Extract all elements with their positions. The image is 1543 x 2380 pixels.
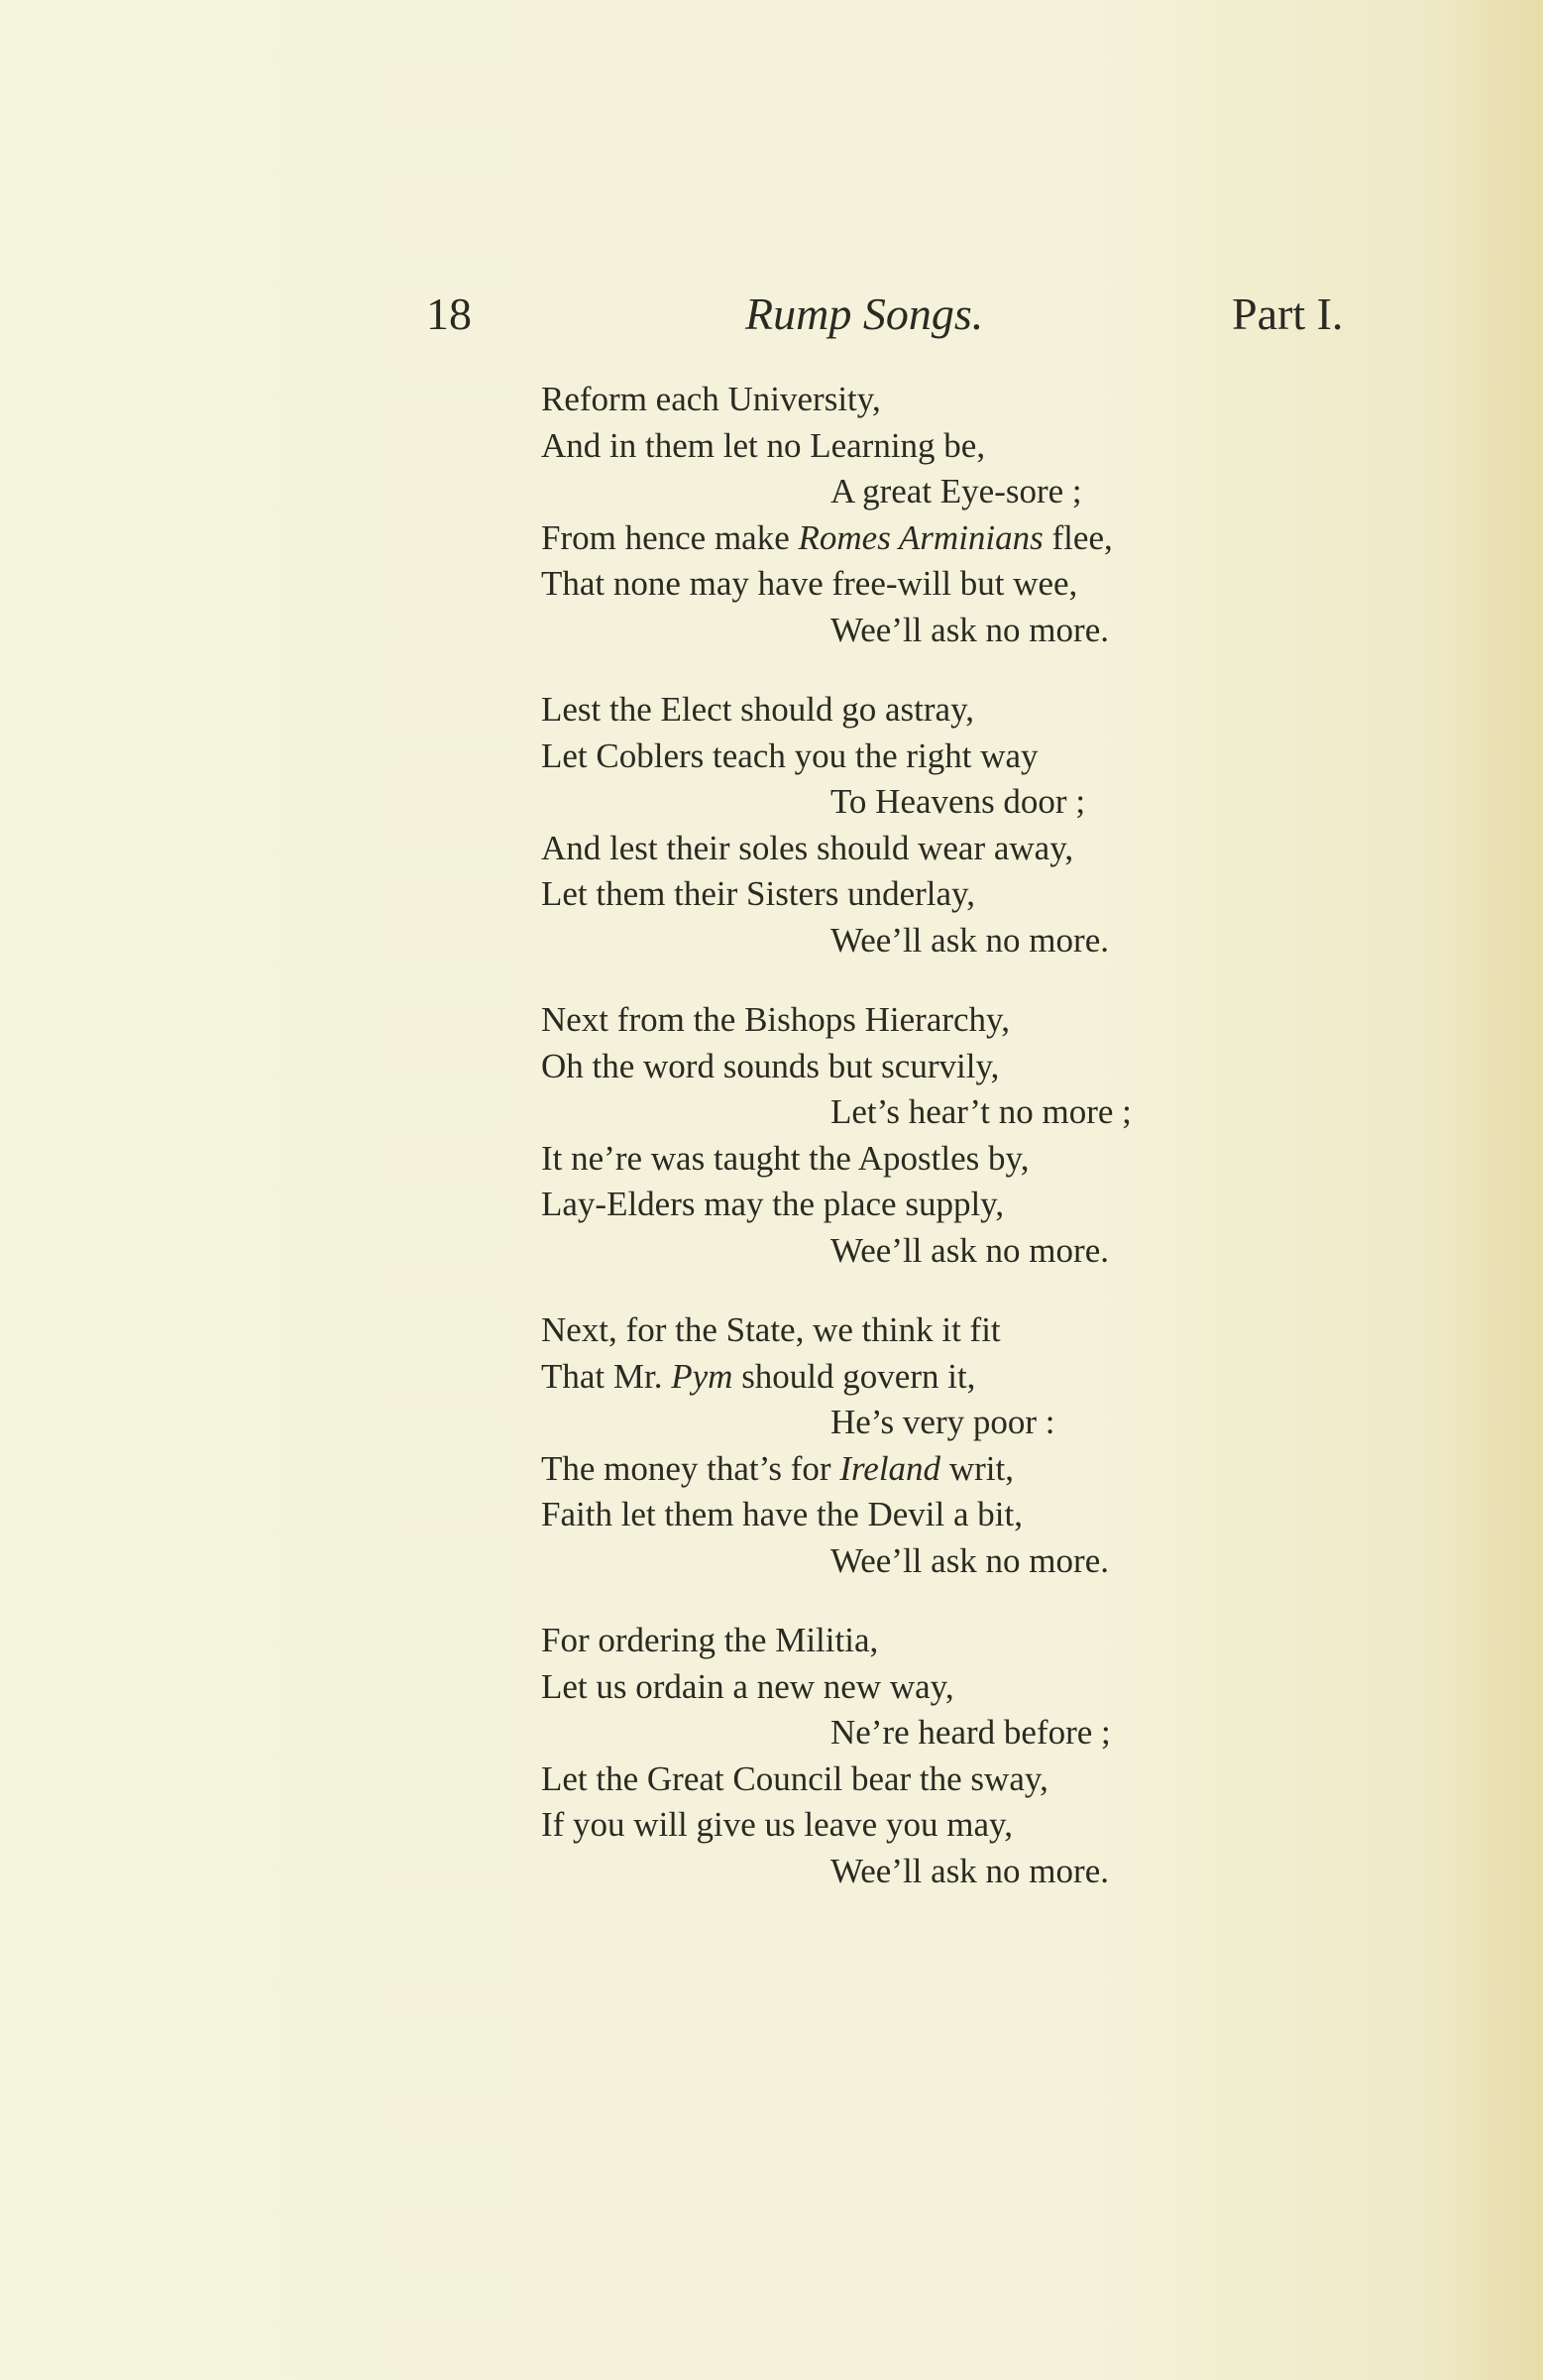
- verse-line: [541, 1354, 1294, 1401]
- verse-line: Let Coblers teach you the right way: [541, 736, 1039, 775]
- italic-name: Pym: [671, 1356, 733, 1396]
- verse-line: [541, 515, 1294, 562]
- stanza: [541, 687, 1294, 963]
- refrain-line: Wee’ll ask no more.: [830, 1230, 1109, 1270]
- line-text: The money that’s for: [541, 1448, 840, 1488]
- verse-line: Next, for the State, we think it fit: [541, 1310, 1001, 1349]
- italic-name: Ireland: [839, 1448, 941, 1488]
- page-number: 18: [426, 288, 472, 339]
- italic-name: Romes Arminians: [798, 517, 1044, 557]
- line-text: should govern it,: [732, 1356, 976, 1396]
- verse-line: Lest the Elect should go astray,: [541, 690, 975, 729]
- refrain-line: To Heavens door ;: [830, 782, 1086, 821]
- line-text: From hence make: [541, 517, 799, 557]
- stanza: [541, 377, 1294, 653]
- verse-line: If you will give us leave you may,: [541, 1805, 1013, 1844]
- verse-line: That none may have free-will but wee,: [541, 564, 1078, 603]
- refrain-line: Let’s hear’t no more ;: [830, 1092, 1132, 1131]
- poem-body: [541, 377, 1294, 1928]
- verse-line: Next from the Bishops Hierarchy,: [541, 1000, 1011, 1039]
- refrain-line: Wee’ll ask no more.: [830, 1540, 1109, 1580]
- refrain-line: A great Eye-sore ;: [830, 472, 1082, 510]
- line-text: flee,: [1043, 517, 1113, 557]
- verse-line: Oh the word sounds but scurvily,: [541, 1046, 1000, 1085]
- running-header: [0, 287, 1543, 357]
- refrain-line: Wee’ll ask no more.: [830, 1851, 1109, 1890]
- verse-line: For ordering the Militia,: [541, 1621, 879, 1659]
- verse-line: Let them their Sisters underlay,: [541, 874, 976, 913]
- verse-line: Lay-Elders may the place supply,: [541, 1185, 1005, 1223]
- refrain-line: Ne’re heard before ;: [830, 1713, 1111, 1752]
- refrain-line: Wee’ll ask no more.: [830, 610, 1109, 649]
- stanza: [541, 1618, 1294, 1894]
- part-label: Part I.: [1232, 288, 1344, 339]
- refrain-line: Wee’ll ask no more.: [830, 920, 1109, 960]
- running-title: Rump Songs.: [745, 288, 984, 339]
- line-text: writ,: [940, 1448, 1014, 1488]
- stanza: [541, 997, 1294, 1274]
- stanza: [541, 1307, 1294, 1584]
- verse-line: Let the Great Council bear the sway,: [541, 1758, 1048, 1798]
- refrain-line: He’s very poor :: [830, 1403, 1055, 1441]
- verse-line: And lest their soles should wear away,: [541, 828, 1074, 867]
- verse-line: And in them let no Learning be,: [541, 425, 986, 465]
- verse-line: It ne’re was taught the Apostles by,: [541, 1138, 1030, 1178]
- verse-line: [541, 1446, 1294, 1493]
- line-text: That Mr.: [541, 1356, 672, 1396]
- verse-line: Reform each University,: [541, 380, 881, 418]
- verse-line: Faith let them have the Devil a bit,: [541, 1495, 1023, 1533]
- verse-line: Let us ordain a new new way,: [541, 1666, 954, 1706]
